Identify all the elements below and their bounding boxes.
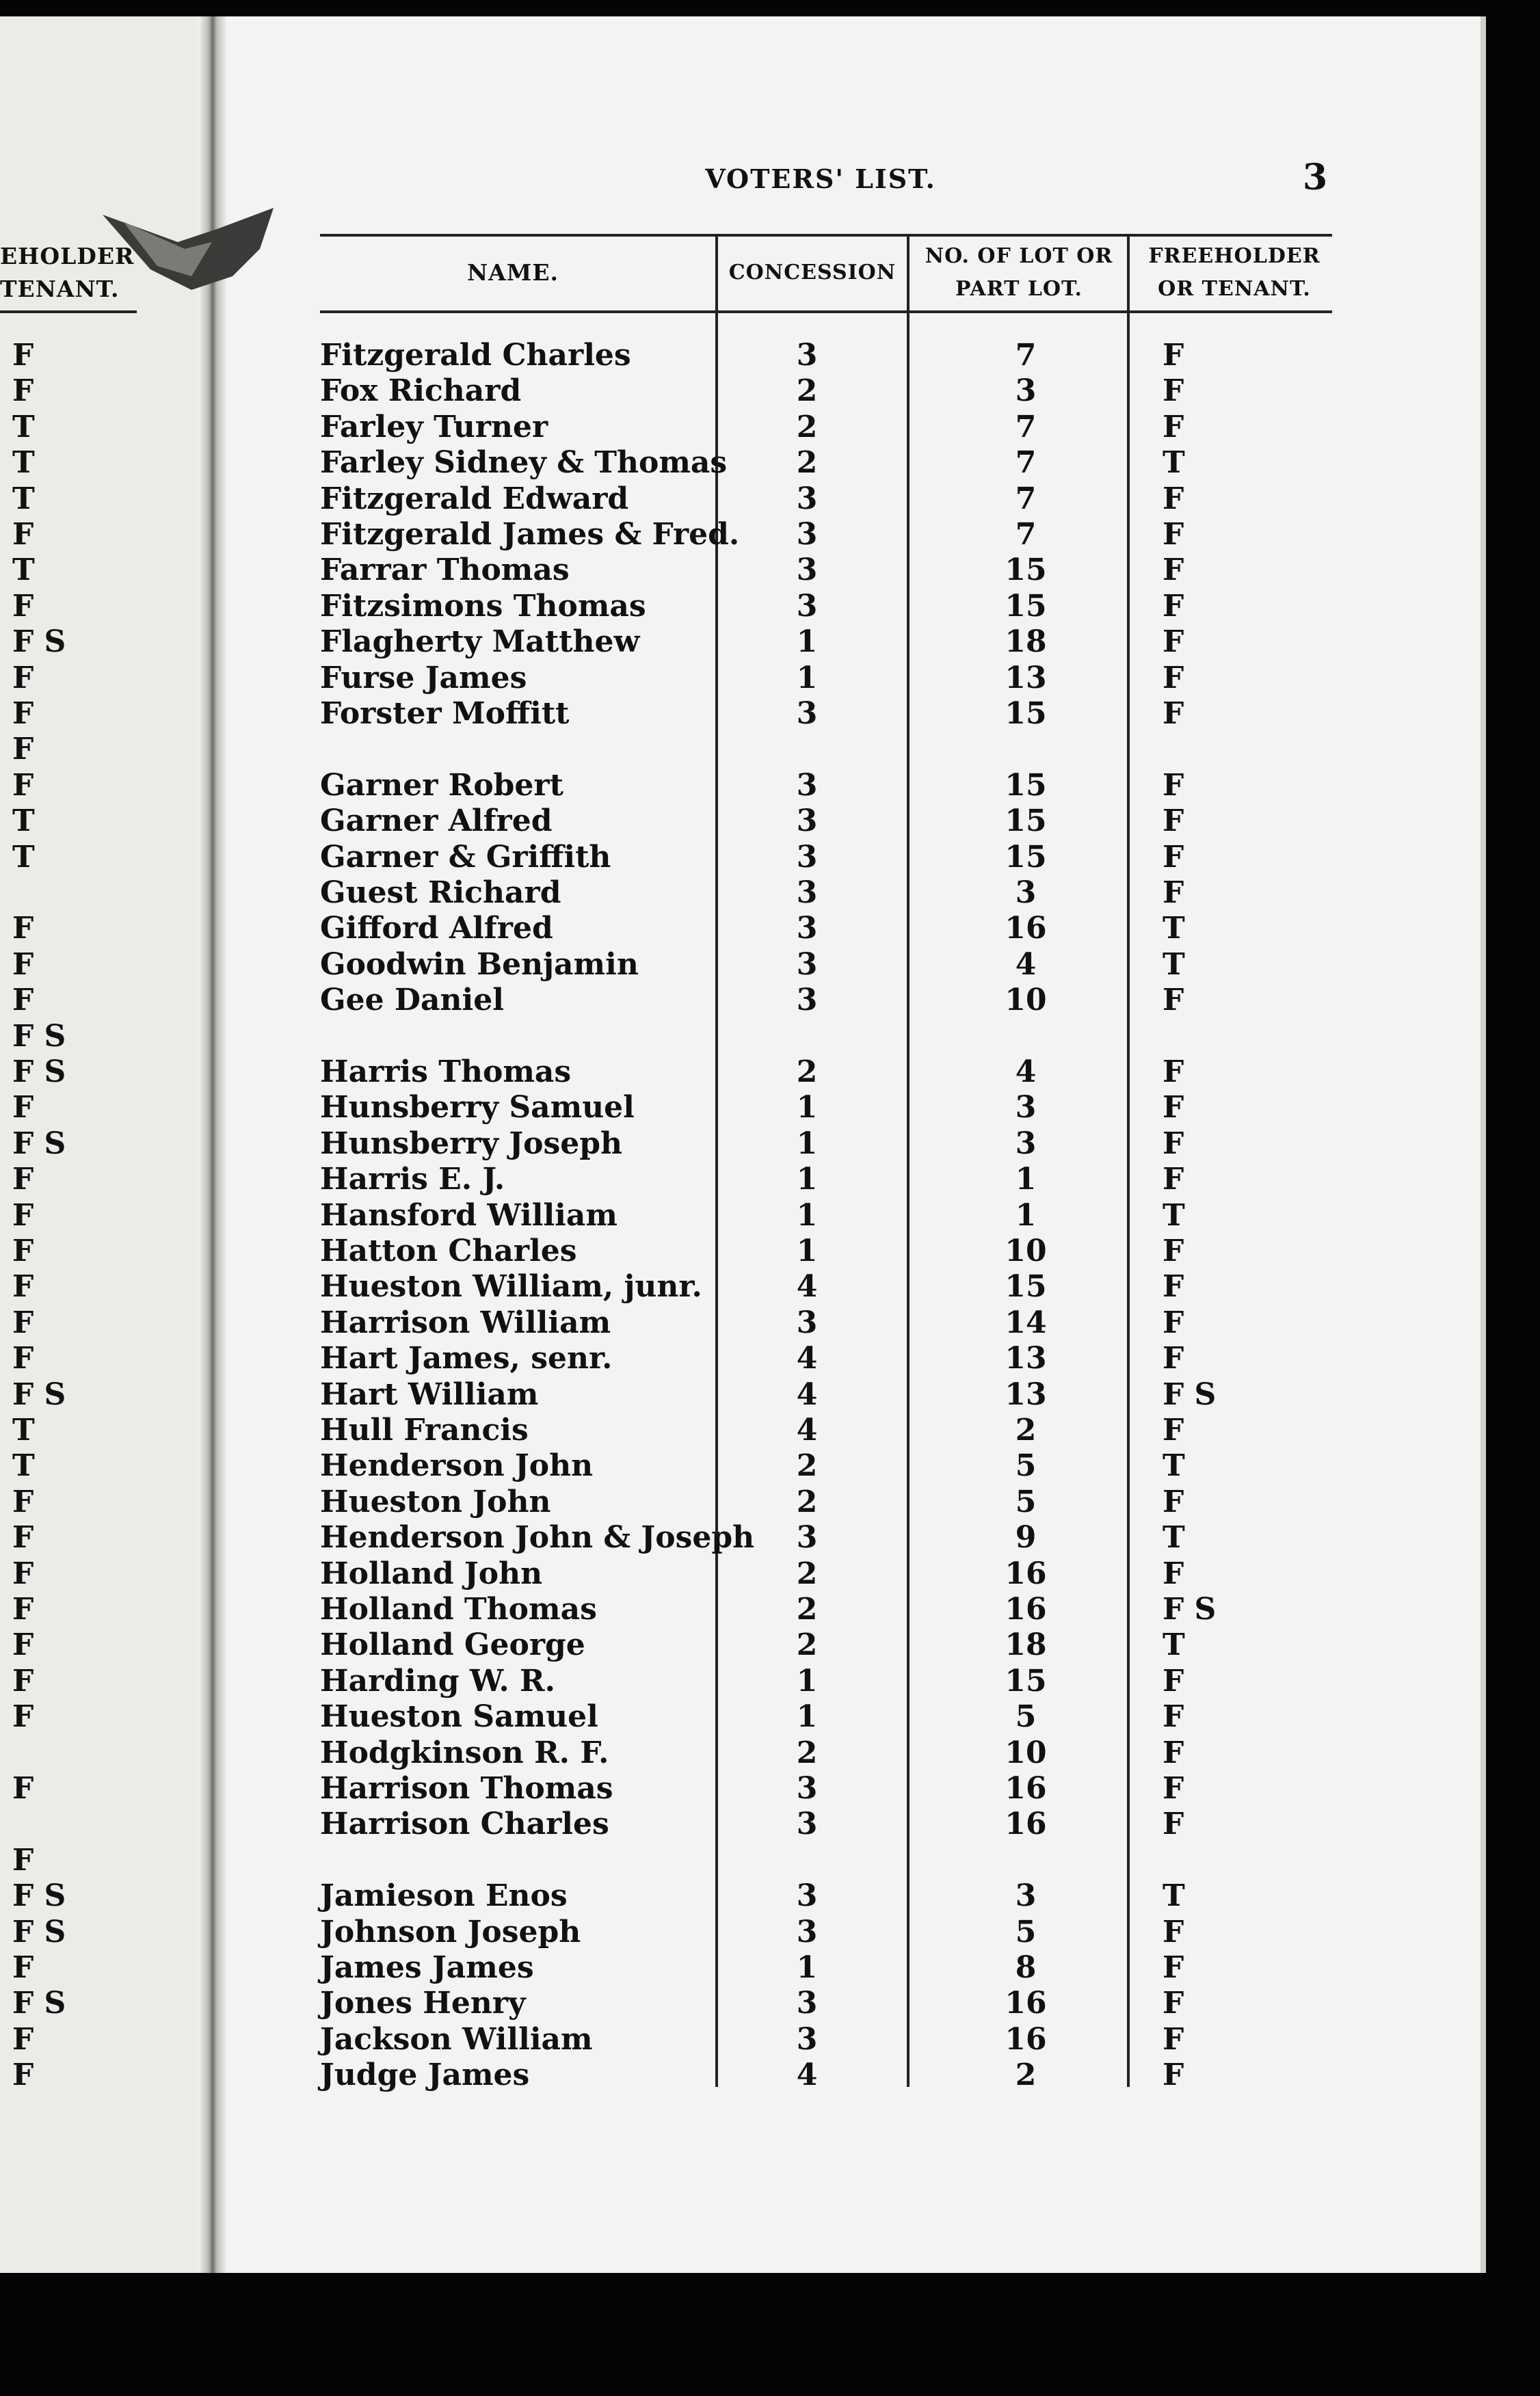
voter-lot: 10 xyxy=(1005,983,1047,1018)
voter-concession: 4 xyxy=(796,1376,818,1412)
voter-freeholder-tenant: F xyxy=(1163,767,1184,803)
voter-freeholder-tenant: F xyxy=(1163,624,1184,660)
header-top-rule xyxy=(320,234,1332,237)
left-entry: T xyxy=(12,1448,35,1484)
voter-name: Harris E. J. xyxy=(320,1162,505,1197)
table-row xyxy=(0,1986,1481,2021)
table-row xyxy=(0,732,1481,767)
voter-concession: 3 xyxy=(796,1807,818,1842)
table-row xyxy=(0,2022,1481,2058)
voter-lot: 9 xyxy=(1015,1520,1037,1556)
left-entry: F xyxy=(12,1699,34,1735)
left-entry: F xyxy=(12,1341,34,1376)
concession-column-header: CONCESSION xyxy=(728,261,897,284)
voter-lot: 16 xyxy=(1005,1807,1047,1842)
table-row xyxy=(0,1054,1481,1090)
voter-freeholder-tenant: F xyxy=(1163,553,1184,588)
voter-lot: 2 xyxy=(1015,2058,1037,2093)
voter-freeholder-tenant: F xyxy=(1163,983,1184,1018)
voter-lot: 16 xyxy=(1005,2021,1047,2057)
table-row xyxy=(0,1448,1481,1484)
voter-lot: 13 xyxy=(1005,1341,1047,1376)
table-row xyxy=(0,1234,1481,1269)
voter-name: Garner Alfred xyxy=(320,803,553,839)
left-entry: F xyxy=(12,2058,34,2093)
left-entry: F xyxy=(12,1771,34,1806)
voter-concession: 2 xyxy=(796,1484,818,1519)
table-row xyxy=(0,1771,1481,1807)
voter-lot: 5 xyxy=(1015,1448,1037,1484)
voter-name: Harrison William xyxy=(320,1305,611,1340)
table-row xyxy=(0,661,1481,696)
lot-column-header-line1: NO. OF LOT OR xyxy=(925,244,1113,268)
voter-freeholder-tenant: F xyxy=(1163,373,1184,409)
voter-lot: 5 xyxy=(1015,1914,1037,1949)
table-row xyxy=(0,947,1481,983)
voter-freeholder-tenant: F xyxy=(1163,481,1184,516)
left-entry: F xyxy=(12,767,34,803)
voter-name: Hueston Samuel xyxy=(320,1699,598,1735)
voter-lot: 16 xyxy=(1005,1592,1047,1627)
voter-name: Furse James xyxy=(320,660,527,695)
voter-lot: 2 xyxy=(1015,1413,1037,1448)
left-entry: F xyxy=(12,338,34,373)
voter-name: Jackson William xyxy=(320,2021,593,2057)
left-entry: F xyxy=(12,660,34,695)
left-column-header-line2: TENANT. xyxy=(0,276,120,302)
left-entry: F xyxy=(12,517,34,552)
header-bottom-rule xyxy=(320,310,1332,313)
table-row xyxy=(0,589,1481,624)
voter-lot: 14 xyxy=(1005,1305,1047,1340)
voter-name: Holland Thomas xyxy=(320,1592,597,1627)
voter-concession: 3 xyxy=(796,553,818,588)
table-row xyxy=(0,840,1481,875)
left-entry: T xyxy=(12,481,35,516)
voter-concession: 3 xyxy=(796,517,818,552)
voter-concession: 1 xyxy=(796,1090,818,1126)
voter-lot: 15 xyxy=(1005,839,1047,875)
voter-concession: 3 xyxy=(796,1771,818,1806)
voter-lot: 7 xyxy=(1015,517,1037,552)
voter-freeholder-tenant: F xyxy=(1163,839,1184,875)
voter-name: Fitzgerald Charles xyxy=(320,338,631,373)
table-row xyxy=(0,1950,1481,1986)
voter-concession: 3 xyxy=(796,1520,818,1556)
left-entry: F xyxy=(12,1269,34,1305)
left-entry: F xyxy=(12,1592,34,1627)
voter-lot: 7 xyxy=(1015,409,1037,444)
voter-concession: 4 xyxy=(796,2058,818,2093)
voter-freeholder-tenant: F xyxy=(1163,1699,1184,1735)
document-page xyxy=(0,16,1486,2273)
voter-name: Garner & Griffith xyxy=(320,839,611,875)
left-entry: F S xyxy=(12,1018,66,1054)
voter-concession: 3 xyxy=(796,338,818,373)
voter-concession: 2 xyxy=(796,1054,818,1089)
table-row xyxy=(0,911,1481,946)
table-row xyxy=(0,1305,1481,1341)
voter-name: Harding W. R. xyxy=(320,1663,555,1699)
voter-freeholder-tenant: F S xyxy=(1163,1376,1217,1412)
voter-lot: 7 xyxy=(1015,445,1037,481)
table-row xyxy=(0,1377,1481,1413)
voter-name: Hatton Charles xyxy=(320,1234,577,1268)
table-row xyxy=(0,338,1481,373)
voter-lot: 16 xyxy=(1005,1556,1047,1591)
voter-lot: 3 xyxy=(1015,1126,1037,1161)
voter-freeholder-tenant: F xyxy=(1163,2058,1184,2093)
table-row xyxy=(0,624,1481,660)
voter-lot: 13 xyxy=(1005,660,1047,695)
voter-concession: 1 xyxy=(796,624,818,660)
voter-lot: 1 xyxy=(1015,1162,1037,1197)
voter-name: Harris Thomas xyxy=(320,1054,572,1089)
page-number: 3 xyxy=(1303,157,1328,198)
table-row xyxy=(0,1878,1481,1914)
voter-lot: 3 xyxy=(1015,875,1037,910)
voter-freeholder-tenant: F xyxy=(1163,1341,1184,1376)
left-entry: F xyxy=(12,1627,34,1663)
voter-concession: 2 xyxy=(796,1627,818,1663)
voter-freeholder-tenant: F S xyxy=(1163,1592,1217,1627)
voter-lot: 16 xyxy=(1005,1771,1047,1806)
left-entry: T xyxy=(12,803,35,839)
voter-freeholder-tenant: F xyxy=(1163,1126,1184,1161)
name-column-header: NAME. xyxy=(467,259,559,286)
voter-freeholder-tenant: F xyxy=(1163,696,1184,731)
voter-concession: 3 xyxy=(796,946,818,982)
voter-concession: 2 xyxy=(796,1735,818,1770)
voter-freeholder-tenant: T xyxy=(1163,911,1185,946)
voter-lot: 15 xyxy=(1005,803,1047,839)
table-row xyxy=(0,1413,1481,1448)
voter-lot: 7 xyxy=(1015,338,1037,373)
voter-freeholder-tenant: F xyxy=(1163,1986,1184,2021)
left-entry: F S xyxy=(12,1878,66,1914)
voter-concession: 2 xyxy=(796,373,818,409)
table-row xyxy=(0,1198,1481,1234)
voter-name: Jones Henry xyxy=(320,1986,526,2021)
left-entry: T xyxy=(12,1413,35,1448)
voter-freeholder-tenant: T xyxy=(1163,445,1185,481)
table-row xyxy=(0,768,1481,803)
left-entry: F S xyxy=(12,1054,66,1089)
voter-concession: 1 xyxy=(796,1699,818,1735)
left-entry: T xyxy=(12,553,35,588)
left-entry: F xyxy=(12,696,34,731)
voter-freeholder-tenant: F xyxy=(1163,1413,1184,1448)
left-entry: T xyxy=(12,409,35,444)
voter-concession: 2 xyxy=(796,1448,818,1484)
voter-concession: 3 xyxy=(796,803,818,839)
left-entry: F xyxy=(12,1234,34,1268)
left-column-header-line1: EHOLDER xyxy=(0,243,135,269)
left-entry: F xyxy=(12,983,34,1018)
voter-name: Hansford William xyxy=(320,1197,618,1233)
table-row xyxy=(0,1699,1481,1735)
left-entry: F xyxy=(12,373,34,409)
left-entry: F xyxy=(12,1520,34,1556)
left-entry: F xyxy=(12,1556,34,1591)
table-row xyxy=(0,1843,1481,1878)
voter-lot: 4 xyxy=(1015,1054,1037,1089)
voter-lot: 16 xyxy=(1005,911,1047,946)
voter-name: Guest Richard xyxy=(320,875,561,910)
voter-lot: 18 xyxy=(1005,1627,1047,1663)
table-row xyxy=(0,1269,1481,1305)
voter-freeholder-tenant: F xyxy=(1163,1234,1184,1268)
voter-concession: 3 xyxy=(796,481,818,516)
voter-lot: 18 xyxy=(1005,624,1047,660)
voter-freeholder-tenant: F xyxy=(1163,409,1184,444)
table-row xyxy=(0,1556,1481,1592)
voter-lot: 8 xyxy=(1015,1950,1037,1985)
voter-lot: 13 xyxy=(1005,1376,1047,1412)
voter-freeholder-tenant: F xyxy=(1163,1305,1184,1340)
left-entry: F xyxy=(12,1842,34,1878)
voter-freeholder-tenant: F xyxy=(1163,1054,1184,1089)
voter-freeholder-tenant: F xyxy=(1163,338,1184,373)
table-row xyxy=(0,1162,1481,1197)
left-entry: F xyxy=(12,1484,34,1519)
voter-name: Hart James, senr. xyxy=(320,1341,613,1376)
voter-concession: 1 xyxy=(796,1162,818,1197)
voter-name: Fitzgerald Edward xyxy=(320,481,629,516)
voter-concession: 3 xyxy=(796,696,818,731)
voter-freeholder-tenant: F xyxy=(1163,588,1184,624)
voter-freeholder-tenant: T xyxy=(1163,1197,1185,1233)
voter-freeholder-tenant: F xyxy=(1163,1950,1184,1985)
table-row xyxy=(0,1592,1481,1627)
table-row xyxy=(0,1915,1481,1950)
voter-lot: 3 xyxy=(1015,373,1037,409)
left-entry: F xyxy=(12,1663,34,1699)
voter-freeholder-tenant: T xyxy=(1163,1448,1185,1484)
table-row xyxy=(0,1126,1481,1162)
voter-freeholder-tenant: F xyxy=(1163,1663,1184,1699)
table-row xyxy=(0,1341,1481,1376)
table-row xyxy=(0,983,1481,1018)
voter-name: Farrar Thomas xyxy=(320,553,570,588)
left-entry: F xyxy=(12,1950,34,1985)
table-row xyxy=(0,410,1481,445)
voter-concession: 1 xyxy=(796,1197,818,1233)
voter-name: Hunsberry Joseph xyxy=(320,1126,623,1161)
voter-name: Johnson Joseph xyxy=(320,1914,581,1949)
voter-concession: 4 xyxy=(796,1269,818,1305)
table-row xyxy=(0,696,1481,732)
left-entry: F S xyxy=(12,1126,66,1161)
left-entry: F xyxy=(12,1162,34,1197)
left-entry: F xyxy=(12,1197,34,1233)
left-entry: F S xyxy=(12,1914,66,1949)
voter-name: Hodgkinson R. F. xyxy=(320,1735,609,1770)
voter-lot: 3 xyxy=(1015,1878,1037,1914)
voter-lot: 15 xyxy=(1005,696,1047,731)
lot-column-header-line2: PART LOT. xyxy=(955,277,1083,301)
voter-name: Farley Sidney & Thomas xyxy=(320,445,728,481)
voter-freeholder-tenant: F xyxy=(1163,660,1184,695)
left-entry: T xyxy=(12,445,35,481)
voter-lot: 3 xyxy=(1015,1090,1037,1126)
table-row xyxy=(0,1520,1481,1556)
voter-concession: 3 xyxy=(796,839,818,875)
voter-concession: 4 xyxy=(796,1413,818,1448)
voter-lot: 16 xyxy=(1005,1986,1047,2021)
freeholder-column-header-line2: OR TENANT. xyxy=(1158,277,1311,301)
voter-freeholder-tenant: F xyxy=(1163,1269,1184,1305)
freeholder-column-header-line1: FREEHOLDER xyxy=(1148,244,1320,268)
voter-freeholder-tenant: F xyxy=(1163,1090,1184,1126)
voter-name: Forster Moffitt xyxy=(320,696,570,731)
voter-name: Garner Robert xyxy=(320,767,563,803)
voter-concession: 1 xyxy=(796,1126,818,1161)
page-header: VOTERS' LIST. xyxy=(705,163,936,194)
voter-lot: 15 xyxy=(1005,1269,1047,1305)
left-entry: T xyxy=(12,839,35,875)
left-header-rule xyxy=(0,310,137,313)
left-entry: F S xyxy=(12,1986,66,2021)
voter-lot: 15 xyxy=(1005,588,1047,624)
table-row xyxy=(0,1735,1481,1771)
table-row xyxy=(0,373,1481,409)
voter-concession: 3 xyxy=(796,911,818,946)
left-entry: F S xyxy=(12,1376,66,1412)
voter-name: Flagherty Matthew xyxy=(320,624,640,660)
voter-name: Holland John xyxy=(320,1556,543,1591)
table-row xyxy=(0,553,1481,588)
voter-lot: 1 xyxy=(1015,1197,1037,1233)
voter-freeholder-tenant: T xyxy=(1163,1878,1185,1914)
voter-concession: 2 xyxy=(796,409,818,444)
voter-concession: 3 xyxy=(796,767,818,803)
voter-name: Hart William xyxy=(320,1376,539,1412)
voter-lot: 7 xyxy=(1015,481,1037,516)
voter-freeholder-tenant: F xyxy=(1163,1807,1184,1842)
voter-freeholder-tenant: F xyxy=(1163,1771,1184,1806)
voter-name: Henderson John & Joseph xyxy=(320,1520,755,1556)
table-row xyxy=(0,1807,1481,1842)
voter-concession: 3 xyxy=(796,1914,818,1949)
voter-freeholder-tenant: F xyxy=(1163,875,1184,910)
voter-name: Henderson John xyxy=(320,1448,594,1484)
voter-concession: 2 xyxy=(796,1592,818,1627)
voter-concession: 3 xyxy=(796,983,818,1018)
left-entry: F xyxy=(12,911,34,946)
table-row xyxy=(0,875,1481,911)
table-row xyxy=(0,1019,1481,1054)
voter-freeholder-tenant: F xyxy=(1163,517,1184,552)
voter-concession: 4 xyxy=(796,1341,818,1376)
voter-name: Farley Turner xyxy=(320,409,548,444)
voter-lot: 15 xyxy=(1005,1663,1047,1699)
voter-concession: 3 xyxy=(796,2021,818,2057)
voter-name: Harrison Charles xyxy=(320,1807,609,1842)
voter-freeholder-tenant: F xyxy=(1163,1162,1184,1197)
voter-name: Jamieson Enos xyxy=(320,1878,568,1914)
voter-lot: 4 xyxy=(1015,946,1037,982)
left-entry: F xyxy=(12,732,34,767)
voter-lot: 5 xyxy=(1015,1484,1037,1519)
left-entry: F xyxy=(12,1305,34,1340)
voter-concession: 1 xyxy=(796,660,818,695)
voter-concession: 1 xyxy=(796,1663,818,1699)
left-entry: F xyxy=(12,2021,34,2057)
left-entry: F xyxy=(12,1090,34,1126)
voter-lot: 10 xyxy=(1005,1735,1047,1770)
voter-concession: 3 xyxy=(796,1878,818,1914)
voter-freeholder-tenant: T xyxy=(1163,946,1185,982)
voter-concession: 2 xyxy=(796,445,818,481)
voter-freeholder-tenant: T xyxy=(1163,1627,1185,1663)
voter-lot: 15 xyxy=(1005,553,1047,588)
voter-name: James James xyxy=(320,1950,534,1985)
voter-name: Goodwin Benjamin xyxy=(320,946,639,982)
voter-name: Judge James xyxy=(320,2058,530,2093)
voter-name: Hull Francis xyxy=(320,1413,529,1448)
voter-freeholder-tenant: F xyxy=(1163,1484,1184,1519)
table-row xyxy=(0,1627,1481,1663)
voter-name: Holland George xyxy=(320,1627,585,1663)
voter-concession: 1 xyxy=(796,1234,818,1268)
table-row xyxy=(0,517,1481,553)
left-entry: F S xyxy=(12,624,66,660)
voter-name: Gee Daniel xyxy=(320,983,504,1018)
voter-concession: 1 xyxy=(796,1950,818,1985)
voter-freeholder-tenant: F xyxy=(1163,2021,1184,2057)
table-row xyxy=(0,445,1481,481)
voter-freeholder-tenant: F xyxy=(1163,1735,1184,1770)
table-row xyxy=(0,1485,1481,1520)
voter-name: Fitzgerald James & Fred. xyxy=(320,517,740,552)
table-row xyxy=(0,1664,1481,1699)
voter-concession: 2 xyxy=(796,1556,818,1591)
left-entry: F xyxy=(12,946,34,982)
voter-name: Gifford Alfred xyxy=(320,911,553,946)
voter-freeholder-tenant: F xyxy=(1163,803,1184,839)
voter-name: Hueston John xyxy=(320,1484,551,1519)
table-row xyxy=(0,1090,1481,1126)
voter-lot: 5 xyxy=(1015,1699,1037,1735)
voter-name: Hueston William, junr. xyxy=(320,1269,702,1305)
voter-concession: 3 xyxy=(796,1986,818,2021)
voter-name: Hunsberry Samuel xyxy=(320,1090,635,1126)
voter-concession: 3 xyxy=(796,875,818,910)
voter-freeholder-tenant: T xyxy=(1163,1520,1185,1556)
table-row xyxy=(0,2058,1481,2093)
voter-freeholder-tenant: F xyxy=(1163,1914,1184,1949)
left-entry: F xyxy=(12,588,34,624)
voter-name: Fox Richard xyxy=(320,373,522,409)
table-row xyxy=(0,481,1481,517)
voter-concession: 3 xyxy=(796,1305,818,1340)
voter-lot: 10 xyxy=(1005,1234,1047,1268)
voter-concession: 3 xyxy=(796,588,818,624)
voter-freeholder-tenant: F xyxy=(1163,1556,1184,1591)
voter-lot: 15 xyxy=(1005,767,1047,803)
voter-name: Harrison Thomas xyxy=(320,1771,613,1806)
voter-name: Fitzsimons Thomas xyxy=(320,588,646,624)
table-row xyxy=(0,803,1481,839)
